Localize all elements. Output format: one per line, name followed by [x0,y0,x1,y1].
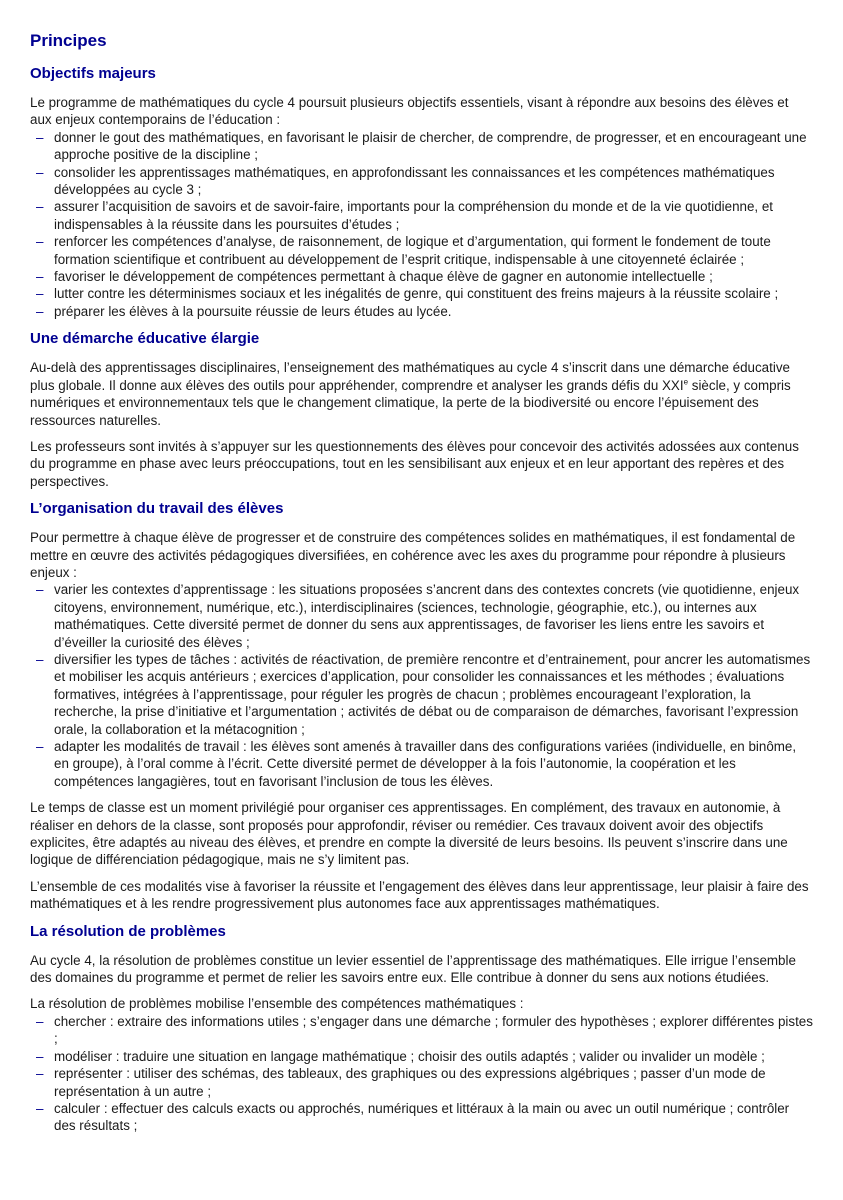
page-title: Principes [30,31,107,50]
list-item: – favoriser le développement de compétences permettant à chaque élève de gagner en autonomie intellectuelle ; [30,268,813,285]
paragraph-text-end: siècle, y compris numériques et environnementaux tels que le changement climatique, la perte de la biodiversité ou encore l’épuisement des ressources naturelles. [30,377,791,428]
section-objectifs-majeurs [30,64,813,320]
list-item: – représenter : utiliser des schémas, des tableaux, des graphiques ou des expressions algébriques ; passer d’un mode de représentation à un autre ; [30,1065,813,1100]
section-resolution-problemes [30,922,813,1135]
section-heading: Une démarche éducative élargie [30,330,260,348]
section-organisation-travail [30,499,813,913]
section-intro: Le programme de mathématiques du cycle 4 poursuit plusieurs objectifs essentiels, visant à répondre aux besoins des élèves et aux enjeux contemporains de l’éducation : [30,95,789,128]
section-heading: Objectifs majeurs [30,65,156,82]
paragraph: Les professeurs sont invités à s’appuyer sur les questionnements des élèves pour concevoir des activités adossées aux contenus du programme en phase avec leurs préoccupations, tout en les sensibilisant aux enjeux et en leur apportant des repères et des perspectives. [30,438,799,489]
section-intro: Pour permettre à chaque élève de progresser et de construire des compétences solides en mathématiques, il est fondamental de mettre en œuvre des activités pédagogiques diversifiées, en cohérence avec les axes du programme pour répondre à plusieurs enjeux : [30,530,796,580]
objectives-list [30,129,813,320]
section-intro: La résolution de problèmes mobilise l’ensemble des compétences mathématiques : [30,996,524,1012]
paragraph: Le temps de classe est un moment privilégié pour organiser ces apprentissages. En complément, des travaux en autonomie, à réaliser en dehors de la classe, sont proposés pour approfondir, réviser ou remédier. Ces travaux doivent avoir des objectifs explicites, être adaptés au niveau des élèves, et prendre en compte la diversité de leurs besoins. Ils peuvent s’inscrire dans une logique de différenciation pédagogique, mais ne s’y limitent pas. [30,800,788,868]
list-item: – lutter contre les déterminismes sociaux et les inégalités de genre, qui constituent des freins majeurs à la réussite scolaire ; [30,285,813,302]
list-item: – chercher : extraire des informations utiles ; s’engager dans une démarche ; formuler des hypothèses ; explorer différentes pistes ; [30,1013,813,1048]
competences-list [30,1013,813,1135]
list-item: – diversifier les types de tâches : activités de réactivation, de première rencontre et d’entrainement, pour ancrer les automatismes et mobiliser les acquis antérieurs ; exercices d’application, pour consolider les connaissances et les méthodes ; évaluations formatives, intégrées à l’apprentissage, pour réguler les progrès de chacun ; problèmes encourageant l’exploration, la recherche, la prise d’initiative et l’argumentation ; activités de débat ou de comparaison de démarches, favorisant l’expression orale, la collaboration et la métacognition ; [30,651,813,738]
paragraph-text-start: Au-delà des apprentissages disciplinaires, l’enseignement des mathématiques au cycle 4 s’inscrit dans une démarche éducative plus globale. Il donne aux élèves des outils pour appréhender, comprendre et analyser les grands défis du XXI [30,360,790,393]
superscript: e [683,377,689,387]
enjeux-list [30,581,813,790]
list-item: – adapter les modalités de travail : les élèves sont amenés à travailler dans des configurations variées (individuelle, en binôme, en groupe), à l’oral comme à l’écrit. Cette diversité permet de développer à la fois l’autonomie, la coopération et les compétences langagières, tout en favorisant l’inclusion de tous les élèves. [30,738,813,790]
list-item: – préparer les élèves à la poursuite réussie de leurs études au lycée. [30,303,813,320]
paragraph: Au cycle 4, la résolution de problèmes constitue un levier essentiel de l’apprentissage des mathématiques. Elle irrigue l’ensemble des domaines du programme et permet de relier les savoirs entre eux. Elle contribue à donner du sens aux notions étudiées. [30,952,796,986]
list-item: – renforcer les compétences d’analyse, de raisonnement, de logique et d’argumentation, qui forment le fondement de toute formation scientifique et contribuent au développement de l’esprit critique, indispensable à une citoyenneté éclairée ; [30,233,813,268]
section-heading: L’organisation du travail des élèves [30,500,284,518]
section-demarche-educative [30,329,813,490]
list-item: – calculer : effectuer des calculs exacts ou approchés, numériques et littéraux à la main ou avec un outil numérique ; contrôler des résultats ; [30,1100,813,1135]
list-item: – modéliser : traduire une situation en langage mathématique ; choisir des outils adaptés ; valider ou invalider un modèle ; [30,1048,813,1065]
list-item: – consolider les apprentissages mathématiques, en approfondissant les connaissances et les compétences mathématiques développées au cycle 3 ; [30,164,813,199]
paragraph [30,359,813,429]
list-item: – assurer l’acquisition de savoirs et de savoir-faire, importants pour la compréhension du monde et de la vie quotidienne, et indispensables à la réussite dans les poursuites d’études ; [30,198,813,233]
paragraph: L’ensemble de ces modalités vise à favoriser la réussite et l’engagement des élèves dans leur apprentissage, leur plaisir à faire des mathématiques et à les rendre progressivement plus autonomes face aux apprentissages mathématiques. [30,878,809,912]
list-item: – donner le gout des mathématiques, en favorisant le plaisir de chercher, de comprendre, de progresser, et en encourageant une approche positive de la discipline ; [30,129,813,164]
section-heading: La résolution de problèmes [30,922,226,940]
list-item: – varier les contextes d’apprentissage : les situations proposées s’ancrent dans des contextes concrets (vie quotidienne, enjeux citoyens, environnement, numérique, etc.), interdisciplinaires (sciences, technologie, géographie, etc.), ou internes aux mathématiques. Cette diversité permet de donner du sens aux apprentissages, de favoriser les liens entre les savoirs et d’éveiller la curiosité des élèves ; [30,581,813,651]
